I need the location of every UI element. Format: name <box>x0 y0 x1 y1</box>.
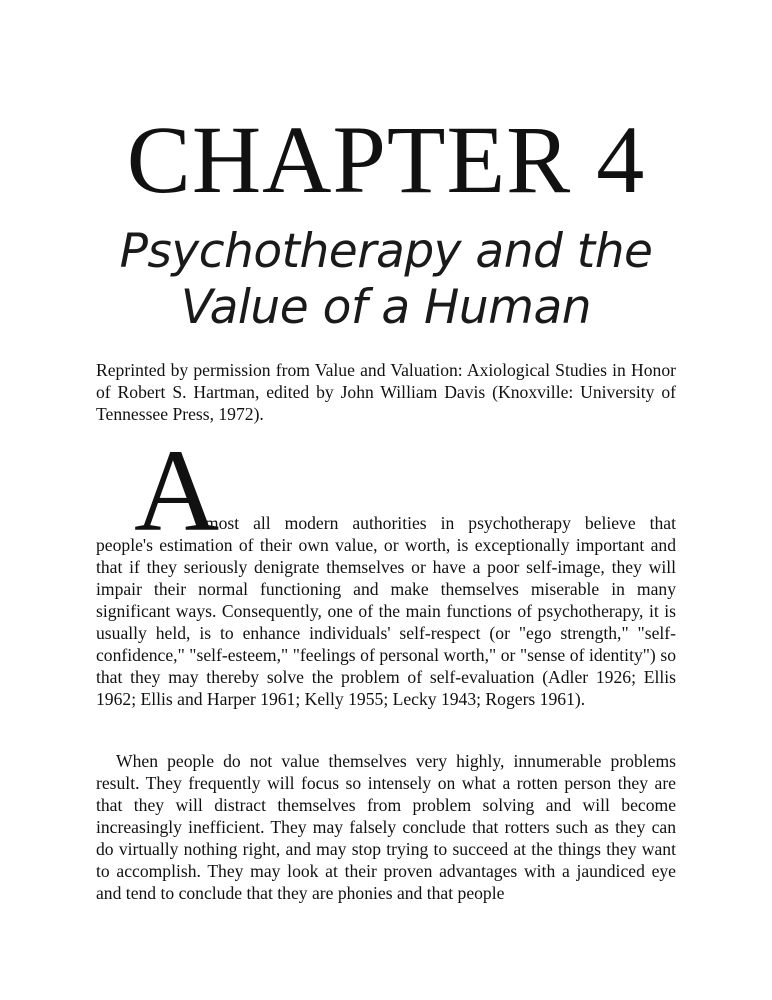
body-paragraph-2: When people do not value themselves very highly, innumerable problems result. They frequently will focus so intensely on what a rotten person they are that they will distract themselves from problem solving and will become increasingly inefficient. They may falsely conclude that rotters such as they can do virtually nothing right, and may stop trying to succeed at the things they want to accomplish. They may look at their proven advantages with a jaundiced eye and tend to conclude that they are phonies and that people <box>96 751 676 903</box>
body-paragraph-1 <box>96 512 676 710</box>
chapter-title-line-2: Value of a Human <box>180 280 592 335</box>
drop-cap-letter: A <box>134 425 220 556</box>
paragraph-1-rest: people's estimation of their own value, or worth, is exceptionally important and that if they seriously denigrate themselves or have a poor self-image, they will impair their normal functioning and make themselves miserable in many significant ways. Consequently, one of the main functions of psychotherapy, it is usually held, is to enhance individuals' self-respect (or "ego strength," "self-confidence," "self-esteem," "feelings of personal worth," or "sense of identity") so that they may thereby solve the problem of self-evaluation (Adler 1926; Ellis 1962; Ellis and Harper 1961; Kelly 1955; Lecky 1943; Rogers 1961). <box>96 535 676 709</box>
chapter-heading: CHAPTER 4 <box>126 106 646 213</box>
chapter-title-line-1: Psychotherapy and the <box>119 224 653 279</box>
chapter-title <box>0 224 772 336</box>
reprint-credit: Reprinted by permission from Value and Valuation: Axiological Studies in Honor of Robert S. Hartman, edited by John William Davis (Knoxville: University of Tennessee Press, 1972). <box>96 360 676 424</box>
paragraph-1-first-line: lmost all modern authorities in psychotherapy believe that <box>200 513 676 533</box>
